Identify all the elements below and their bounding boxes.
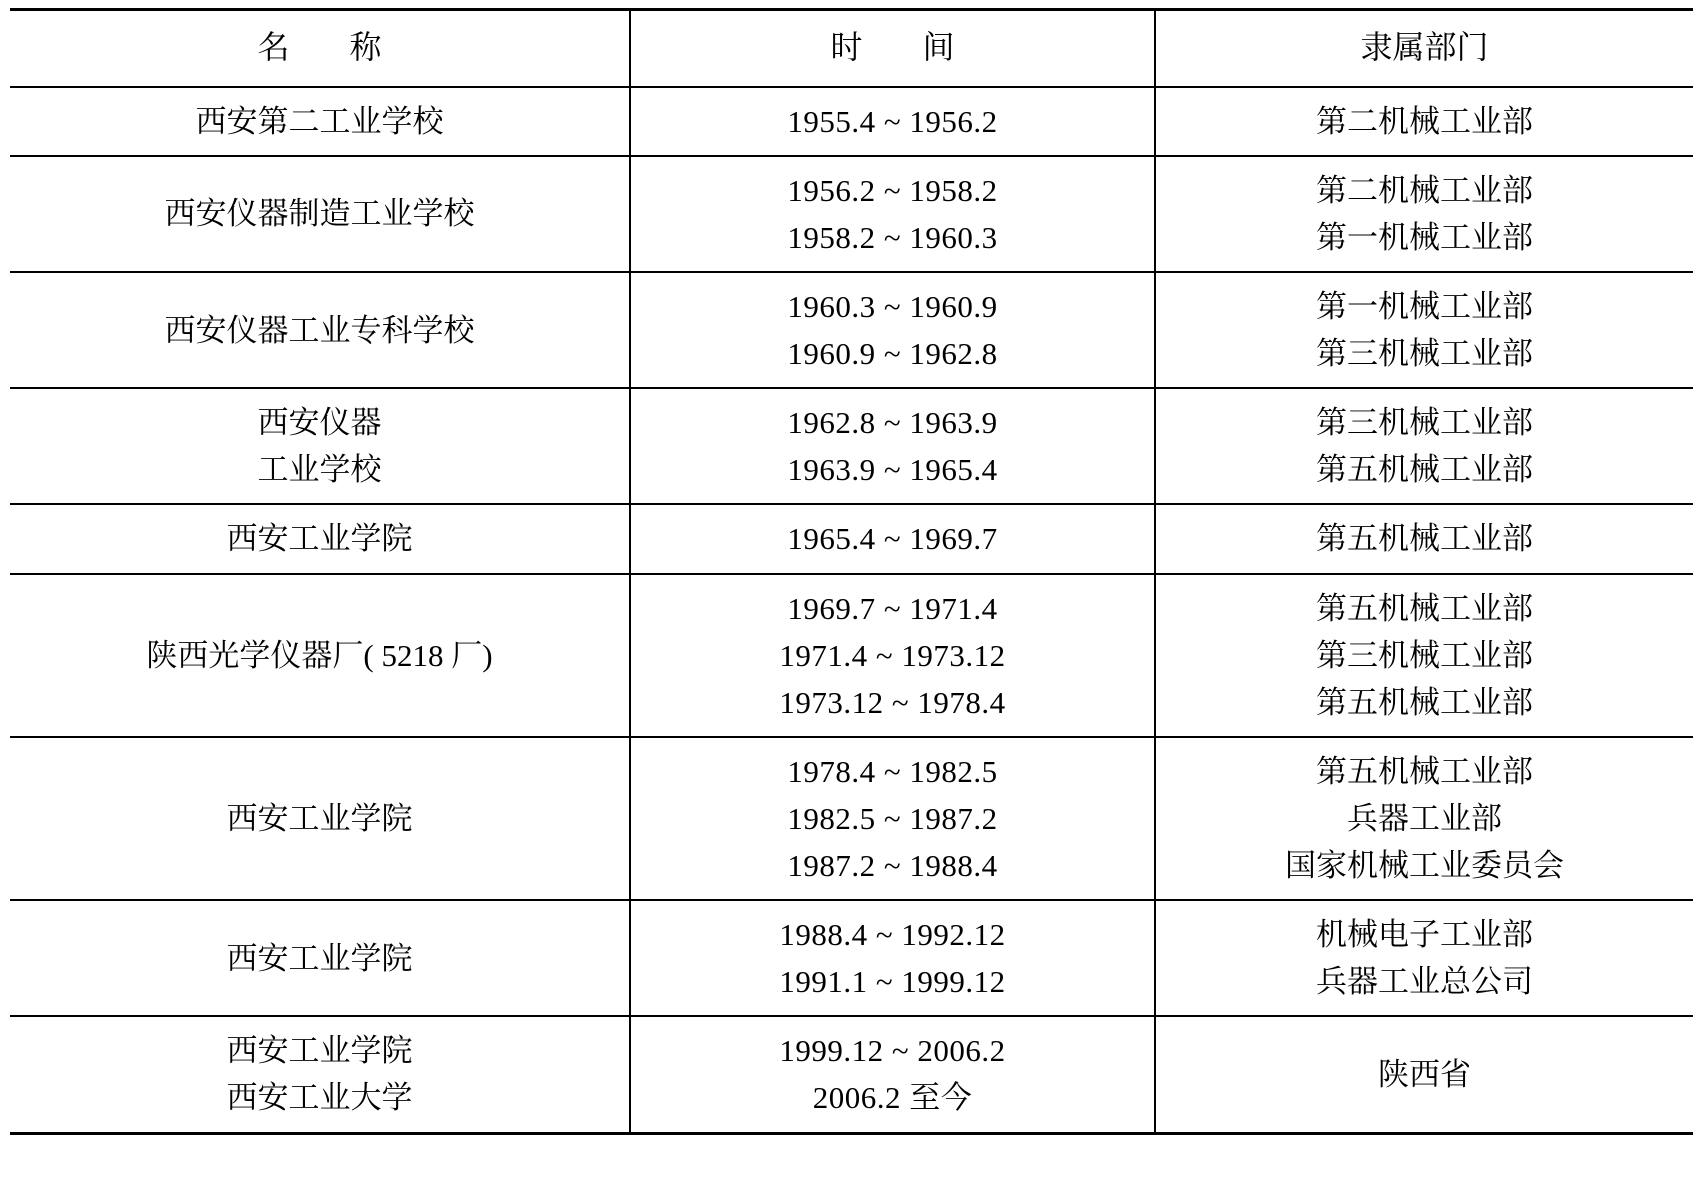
time-line: 1982.5 ~ 1987.2 [787,800,998,836]
time-line: 1963.9 ~ 1965.4 [787,452,998,488]
column-header-department [1155,10,1693,87]
table-row [10,272,1693,388]
cell-name [10,272,630,388]
time-line: 1999.12 ~ 2006.2 [779,1033,1006,1069]
cell-name [10,504,630,573]
dept-line: 第一机械工业部 [1316,219,1533,255]
time-line: 1978.4 ~ 1982.5 [787,753,998,789]
cell-name [10,87,630,156]
dept-line: 第二机械工业部 [1316,172,1533,208]
cell-time [630,504,1155,573]
cell-time [630,87,1155,156]
column-header-department-label: 隶属部门 [1360,29,1489,65]
cell-time [630,1016,1155,1133]
cell-name [10,156,630,272]
column-header-name [10,10,630,87]
column-header-name-label: 名 称 [257,29,396,65]
table-row [10,737,1693,900]
name-line: 西安工业学院 [226,521,413,557]
name-line: 西安工业学院 [226,940,413,976]
table-row [10,504,1693,573]
time-line: 1955.4 ~ 1956.2 [787,103,998,139]
time-line: 1973.12 ~ 1978.4 [779,684,1006,720]
cell-department [1155,737,1693,900]
cell-name [10,574,630,737]
name-line: 西安工业学院 [226,1033,413,1069]
dept-line: 第五机械工业部 [1316,590,1533,626]
cell-department [1155,388,1693,504]
time-line: 1960.3 ~ 1960.9 [787,288,998,324]
table-row [10,900,1693,1016]
name-line: 西安仪器工业专科学校 [164,312,475,348]
cell-time [630,900,1155,1016]
name-line: 西安工业大学 [226,1080,413,1116]
time-line: 1987.2 ~ 1988.4 [787,848,998,884]
dept-line: 兵器工业总公司 [1316,964,1533,1000]
name-line: 西安仪器 [257,405,382,441]
cell-department [1155,504,1693,573]
cell-department [1155,574,1693,737]
table-row [10,1016,1693,1133]
cell-time [630,574,1155,737]
table-row [10,388,1693,504]
table-row [10,87,1693,156]
cell-name [10,737,630,900]
dept-line: 第三机械工业部 [1316,405,1533,441]
dept-line: 兵器工业部 [1347,800,1502,836]
cell-department [1155,900,1693,1016]
cell-time [630,156,1155,272]
time-line: 1965.4 ~ 1969.7 [787,521,998,557]
dept-line: 第一机械工业部 [1316,288,1533,324]
table-row [10,156,1693,272]
table-header-row [10,10,1693,87]
name-line: 工业学校 [257,452,382,488]
cell-department [1155,156,1693,272]
time-line: 2006.2 至今 [812,1080,973,1116]
dept-line: 第五机械工业部 [1316,452,1533,488]
name-line: 西安仪器制造工业学校 [164,196,475,232]
cell-time [630,737,1155,900]
dept-line: 第三机械工业部 [1316,336,1533,372]
time-line: 1956.2 ~ 1958.2 [787,172,998,208]
cell-department [1155,1016,1693,1133]
dept-line: 第五机械工业部 [1316,684,1533,720]
name-line: 陕西光学仪器厂( 5218 厂) [146,637,493,673]
dept-line: 机械电子工业部 [1316,917,1533,953]
time-line: 1988.4 ~ 1992.12 [779,917,1006,953]
cell-time [630,272,1155,388]
cell-name [10,388,630,504]
cell-name [10,1016,630,1133]
cell-time [630,388,1155,504]
dept-line: 第五机械工业部 [1316,521,1533,557]
dept-line: 第五机械工业部 [1316,753,1533,789]
name-line: 西安工业学院 [226,800,413,836]
institution-history-table [10,8,1693,1135]
time-line: 1969.7 ~ 1971.4 [787,590,998,626]
dept-line: 陕西省 [1378,1056,1471,1092]
time-line: 1991.1 ~ 1999.12 [779,964,1006,1000]
table-row [10,574,1693,737]
cell-department [1155,87,1693,156]
dept-line: 第二机械工业部 [1316,103,1533,139]
dept-line: 国家机械工业委员会 [1285,848,1564,884]
time-line: 1971.4 ~ 1973.12 [779,637,1006,673]
time-line: 1960.9 ~ 1962.8 [787,336,998,372]
cell-name [10,900,630,1016]
dept-line: 第三机械工业部 [1316,637,1533,673]
time-line: 1962.8 ~ 1963.9 [787,405,998,441]
cell-department [1155,272,1693,388]
time-line: 1958.2 ~ 1960.3 [787,219,998,255]
column-header-time [630,10,1155,87]
column-header-time-label: 时 间 [830,29,969,65]
name-line: 西安第二工业学校 [195,103,444,139]
